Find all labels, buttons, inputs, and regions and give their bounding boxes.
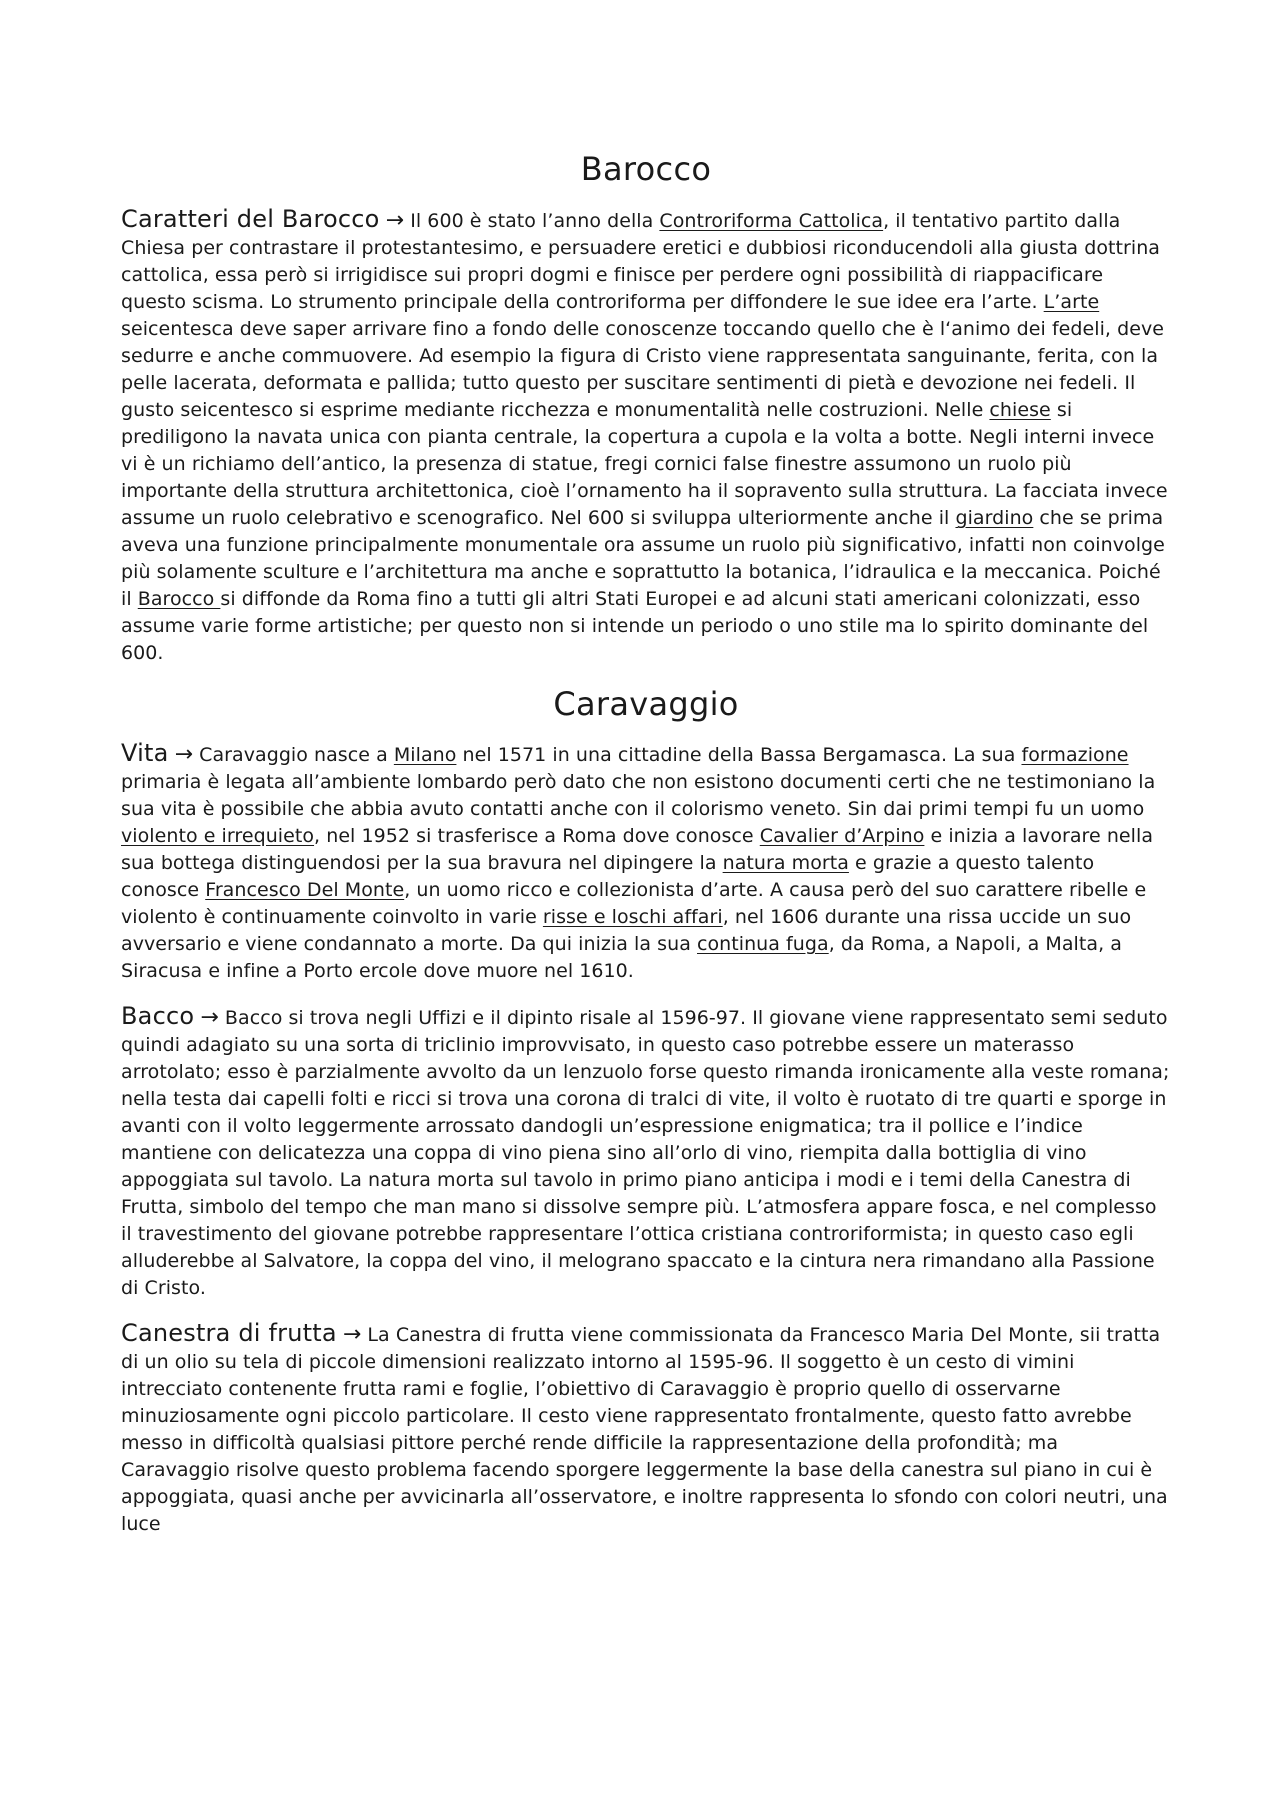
arrow-right-icon: → <box>342 1321 362 1347</box>
underline-chiese: chiese <box>989 399 1051 422</box>
underline-violento: violento e irrequieto <box>121 824 315 847</box>
lead-vita: Vita <box>121 738 169 767</box>
underline-cavalier-arpino: Cavalier d’Arpino <box>759 824 925 847</box>
paragraph-canestra-di-frutta: Canestra di frutta → La Canestra di frutta viene commissionata da Francesco Maria Del Monte, sii tratta di un olio su tela di piccole dimensioni realizzato intorno al 1595-96. Il soggetto è un cesto di vimini intrecciato contenente frutta rami e foglie, l’obiettivo di Caravaggio è proprio quello di osservarne minuziosamente ogni piccolo particolare. Il cesto viene rappresentato frontalmente, questo fatto avrebbe messo in difficoltà qualsiasi pittore perché rende difficile la rappresentazione della profondità; ma Caravaggio risolve questo problema facendo sporgere leggermente la base della canestra sul piano in cui è appoggiata, quasi anche per avvicinarla all’osservatore, e inoltre rappresenta lo sfondo con colori neutri, una luce <box>121 1318 1168 1535</box>
paragraph-bacco: Bacco → Bacco si trova negli Uffizi e il dipinto risale al 1596-97. Il giovane viene rappresentato semi seduto quindi adagiato su una sorta di triclinio improvvisato, in questo caso potrebbe essere un materasso arrotolato; esso è parzialmente avvolto da un lenzuolo forse questo rimanda ironicamente alla veste romana; nella testa dai capelli folti e ricci si trova una corona di tralci di vite, il volto è ruotato di tre quarti e sporge in avanti con il volto leggermente arrossato dandogli un’espressione enigmatica; tra il pollice e l’indice mantiene con delicatezza una coppa di vino piena sino all’orlo di vino, riempita dalla bottiglia di vino appoggiata sul tavolo. La natura morta sul tavolo in primo piano anticipa i modi e i temi della Canestra di Frutta, simbolo del tempo che man mano si dissolve sempre più. L’atmosfera appare fosca, e nel complesso il travestimento del giovane potrebbe rappresentare l’ottica cristiana controriformista; in questo caso egli alluderebbe al Salvatore, la coppa del vino, il melograno spaccato e la cintura nera rimandano alla Passione di Cristo. <box>121 1001 1170 1299</box>
underline-continua-fuga: continua fuga <box>697 932 829 955</box>
underline-natura-morta: natura morta <box>722 851 849 874</box>
arrow-right-icon: → <box>385 208 405 234</box>
underline-milano: Milano <box>393 743 457 766</box>
arrow-right-icon: → <box>200 1004 219 1030</box>
underline-francesco-del-monte: Francesco Del Monte <box>205 878 405 901</box>
underline-barocco: Barocco <box>137 588 221 611</box>
underline-giardino: giardino <box>955 507 1034 530</box>
lead-caratteri-del-barocco: Caratteri del Barocco <box>121 205 380 234</box>
title-caravaggio: Caravaggio <box>553 685 739 724</box>
lead-canestra-di-frutta: Canestra di frutta <box>121 1318 337 1347</box>
underline-risse: risse e loschi affari <box>542 905 723 928</box>
paragraph-vita: Vita → Caravaggio nasce a Milano nel 1571 in una cittadine della Bassa Bergamasca. La sua formazione primaria è legata all’ambiente lombardo però dato che non esistono documenti certi che ne testimoniano la sua vita è possibile che abbia avuto contatti anche con il colorismo veneto. Sin dai primi tempi fu un uomo violento e irrequieto, nel 1952 si trasferisce a Roma dove conosce Cavalier d’Arpino e inizia a lavorare nella sua bottega distinguendosi per la sua bravura nel dipingere la natura morta e grazie a questo talento conosce Francesco Del Monte, un uomo ricco e collezionista d’arte. A causa però del suo carattere ribelle e violento è continuamente coinvolto in varie risse e loschi affari, nel 1606 durante una rissa uccide un suo avversario e viene condannato a morte. Da qui inizia la sua continua fuga, da Roma, a Napoli, a Malta, a Siracusa e infine a Porto ercole dove muore nel 1610. <box>121 738 1156 982</box>
underline-arte: L’arte <box>1043 291 1100 314</box>
underline-formazione: formazione <box>1021 743 1129 766</box>
arrow-right-icon: → <box>174 741 194 767</box>
lead-bacco: Bacco <box>121 1001 195 1030</box>
underline-controriforma: Controriforma Cattolica <box>659 210 884 233</box>
paragraph-caratteri-del-barocco: Caratteri del Barocco → Il 600 è stato l’anno della Controriforma Cattolica, il tentativo partito dalla Chiesa per contrastare il protestantesimo, e persuadere eretici e dubbiosi riconducendoli alla giusta dottrina cattolica, essa però si irrigidisce sui propri dogmi e finisce per perdere ogni possibilità di riappacificare questo scisma. Lo strumento principale della controriforma per diffondere le sue idee era l’arte. L’arte seicentesca deve saper arrivare fino a fondo delle conoscenze toccando quello che è l‘animo dei fedeli, deve sedurre e anche commuovere. Ad esempio la figura di Cristo viene rappresentata sanguinante, ferita, con la pelle lacerata, deformata e pallida; tutto questo per suscitare sentimenti di pietà e devozione nei fedeli. Il gusto seicentesco si esprime mediante ricchezza e monumentalità nelle costruzioni. Nelle chiese si prediligono la navata unica con pianta centrale, la copertura a cupola e la volta a botte. Negli interni invece vi è un richiamo dell’antico, la presenza di statue, fregi cornici false finestre assumono un ruolo più importante della struttura architettonica, cioè l’ornamento ha il sopravento sulla struttura. La facciata invece assume un ruolo celebrativo e scenografico. Nel 600 si sviluppa ulteriormente anche il giardino che se prima aveva una funzione principalmente monumentale ora assume un ruolo più significativo, infatti non coinvolge più solamente sculture e l’architettura ma anche e soprattutto la botanica, l’idraulica e la meccanica. Poiché il Barocco si diffonde da Roma fino a tutti gli altri Stati Europei e ad alcuni stati americani colonizzati, esso assume varie forme artistiche; per questo non si intende un periodo o uno stile ma lo spirito dominante del 600. <box>121 205 1168 665</box>
title-barocco: Barocco <box>580 150 712 188</box>
document-page <box>121 150 1171 1556</box>
